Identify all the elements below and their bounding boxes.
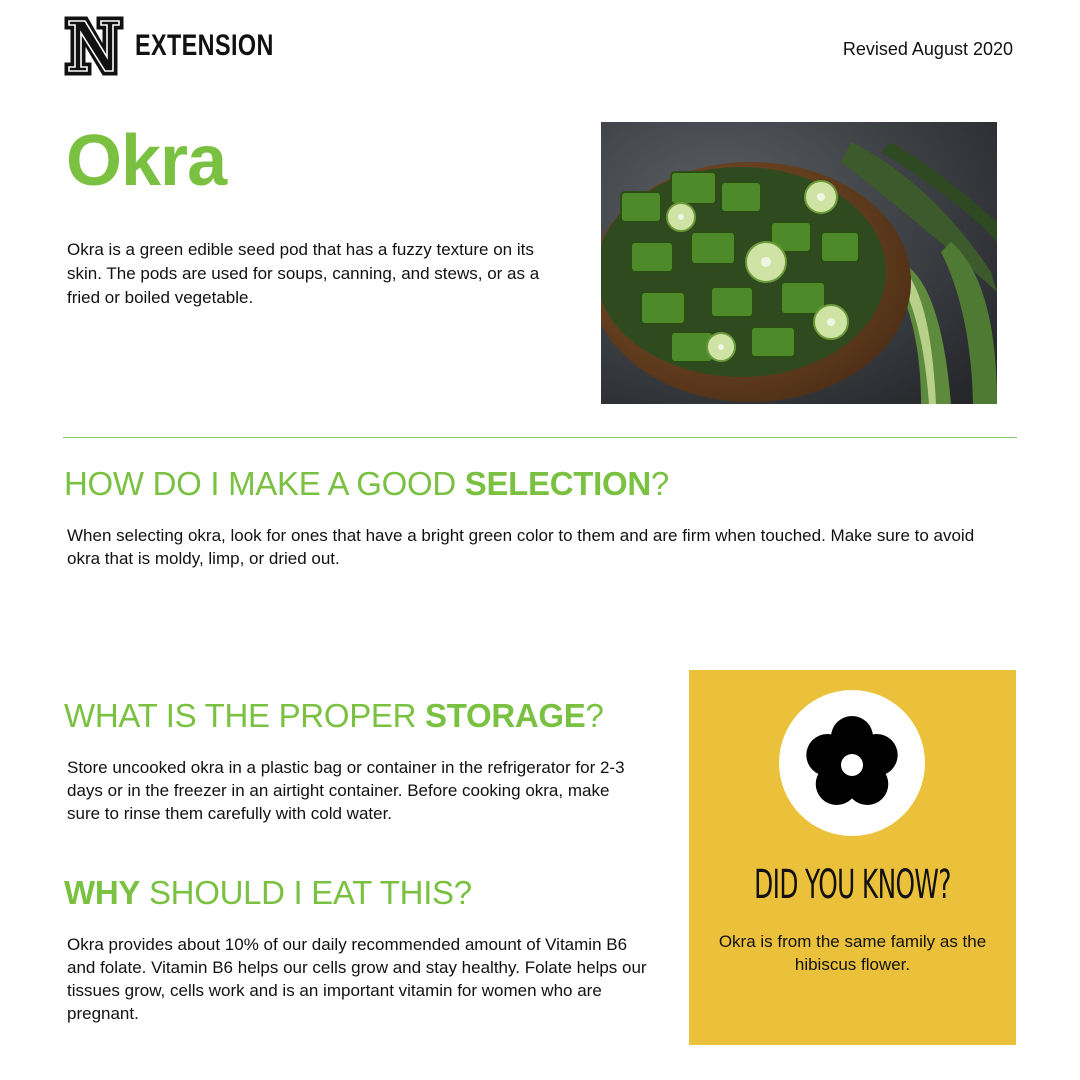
did-you-know-text: Okra is from the same family as the hibiscus flower.: [718, 932, 987, 974]
selection-heading: [64, 465, 669, 503]
flower-icon-badge: [779, 690, 925, 836]
selection-paragraph: When selecting okra, look for ones that have a bright green color to them and are firm when touched. Make sure to avoid okra that is moldy, limp, or dried out.: [67, 526, 975, 568]
why-paragraph: Okra provides about 10% of our daily recommended amount of Vitamin B6 and folate. Vitamin B6 helps our cells grow and stay healthy. Folate helps our tissues grow, cells work and is an important vitamin for women who are pregnant.: [67, 935, 647, 1023]
nebraska-n-icon: [63, 15, 125, 77]
did-you-know-callout: [689, 670, 1016, 1045]
storage-paragraph: Store uncooked okra in a plastic bag or container in the refrigerator for 2-3 days or in the freezer in an airtight container. Before cooking okra, make sure to rinse them carefully with cold water.: [67, 758, 625, 823]
heading-text: WHAT IS THE PROPER: [64, 697, 426, 734]
why-heading: [64, 874, 472, 912]
heading-emphasis: SELECTION: [464, 465, 651, 502]
heading-text: ?: [585, 697, 604, 734]
extension-logo: [63, 14, 313, 78]
heading-text: SHOULD I EAT THIS?: [140, 874, 472, 911]
storage-heading: [64, 697, 604, 735]
did-you-know-title: DID YOU KNOW?: [754, 862, 951, 908]
intro-paragraph: Okra is a green edible seed pod that has a fuzzy texture on its skin. The pods are used for soups, canning, and stews, or as a fried or boiled vegetable.: [67, 240, 540, 307]
okra-photo: [601, 122, 997, 404]
page-title: Okra: [66, 121, 227, 201]
heading-emphasis: WHY: [64, 874, 141, 911]
section-divider: [63, 437, 1017, 438]
revised-date: Revised August 2020: [842, 39, 1013, 59]
logo-word: EXTENSION: [135, 29, 274, 62]
heading-emphasis: STORAGE: [425, 697, 586, 734]
flower-icon: [804, 715, 900, 811]
heading-text: HOW DO I MAKE A GOOD: [64, 465, 465, 502]
heading-text: ?: [650, 465, 669, 502]
